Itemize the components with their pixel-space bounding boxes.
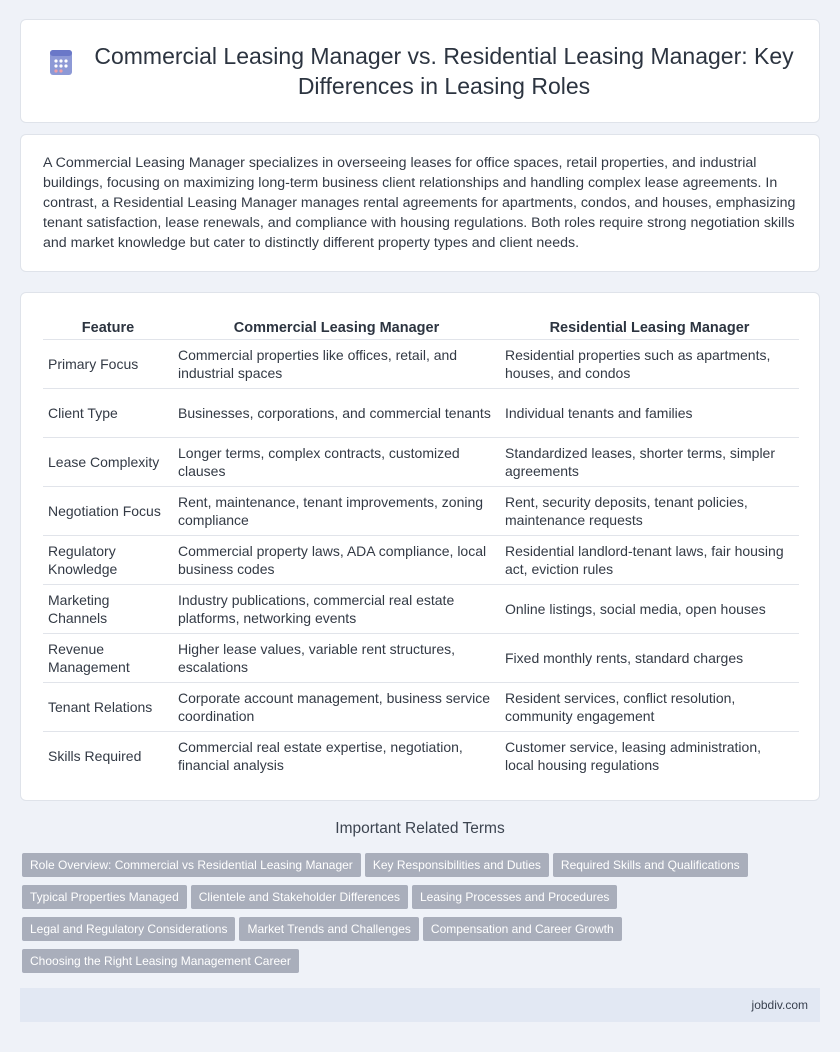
table-row [43,339,799,388]
footer-site-link[interactable]: jobdiv.com [751,998,808,1012]
header-residential: Residential Leasing Manager [549,319,750,336]
residential-cell: Customer service, leasing administration, local housing regulations [500,731,799,780]
related-tags [22,853,812,981]
feature-cell: Marketing Channels [43,584,173,633]
related-tag[interactable]: Typical Properties Managed [22,885,187,909]
residential-cell: Residential landlord-tenant laws, fair housing act, eviction rules [500,535,799,584]
feature-cell: Regulatory Knowledge [43,535,173,584]
commercial-cell: Businesses, corporations, and commercial tenants [173,388,500,437]
feature-cell: Primary Focus [43,339,173,388]
residential-cell: Individual tenants and families [500,388,799,437]
header-inner [46,41,794,101]
page-title: Commercial Leasing Manager vs. Residential Leasing Manager: Key Differences in Leasing Roles [94,43,794,99]
table-row [43,731,799,780]
residential-cell: Rent, security deposits, tenant policies, maintenance requests [500,486,799,535]
intro-card [20,134,820,272]
related-tag[interactable]: Compensation and Career Growth [423,917,622,941]
commercial-cell: Commercial property laws, ADA compliance, local business codes [173,535,500,584]
intro-text: A Commercial Leasing Manager specializes in overseeing leases for office spaces, retail properties, and industrial buildings, focusing on maximizing long-term business client relationships and handling complex lease agreements. In contrast, a Residential Leasing Manager manages rental agreements for apartments, condos, and houses, emphasizing tenant satisfaction, lease renewals, and compliance with housing regulations. Both roles require strong negotiation skills and market knowledge but cater to distinctly different property types and client needs. [43,155,796,251]
related-tag[interactable]: Key Responsibilities and Duties [365,853,549,877]
comparison-table [43,315,799,780]
table-row [43,633,799,682]
commercial-cell: Corporate account management, business service coordination [173,682,500,731]
related-tag[interactable]: Choosing the Right Leasing Management Career [22,949,299,973]
comparison-table-card [20,292,820,801]
related-tag[interactable]: Clientele and Stakeholder Differences [191,885,408,909]
commercial-cell: Rent, maintenance, tenant improvements, zoning compliance [173,486,500,535]
table-row [43,486,799,535]
related-tag[interactable]: Market Trends and Challenges [239,917,418,941]
table-row [43,437,799,486]
table-row [43,682,799,731]
related-terms-title: Important Related Terms [335,820,505,837]
related-tag[interactable]: Leasing Processes and Procedures [412,885,617,909]
residential-cell: Online listings, social media, open houses [500,584,799,633]
header-feature: Feature [81,319,135,336]
residential-cell: Residential properties such as apartments, houses, and condos [500,339,799,388]
feature-cell: Negotiation Focus [43,486,173,535]
commercial-cell: Commercial properties like offices, retail, and industrial spaces [173,339,500,388]
commercial-cell: Longer terms, complex contracts, customized clauses [173,437,500,486]
commercial-cell: Higher lease values, variable rent structures, escalations [173,633,500,682]
related-tag[interactable]: Role Overview: Commercial vs Residential Leasing Manager [22,853,361,877]
feature-cell: Lease Complexity [43,437,173,486]
residential-cell: Standardized leases, shorter terms, simpler agreements [500,437,799,486]
residential-cell: Fixed monthly rents, standard charges [500,633,799,682]
table-row [43,535,799,584]
table-header-row [43,315,799,339]
related-tag[interactable]: Required Skills and Qualifications [553,853,748,877]
feature-cell: Skills Required [43,731,173,780]
related-tag[interactable]: Legal and Regulatory Considerations [22,917,235,941]
table-row [43,388,799,437]
feature-cell: Client Type [43,388,173,437]
header-card [20,19,820,123]
table-row [43,584,799,633]
residential-cell: Resident services, conflict resolution, community engagement [500,682,799,731]
document-icon [46,47,76,77]
header-commercial: Commercial Leasing Manager [233,319,440,336]
commercial-cell: Industry publications, commercial real estate platforms, networking events [173,584,500,633]
commercial-cell: Commercial real estate expertise, negotiation, financial analysis [173,731,500,780]
footer [20,988,820,1022]
feature-cell: Revenue Management [43,633,173,682]
feature-cell: Tenant Relations [43,682,173,731]
